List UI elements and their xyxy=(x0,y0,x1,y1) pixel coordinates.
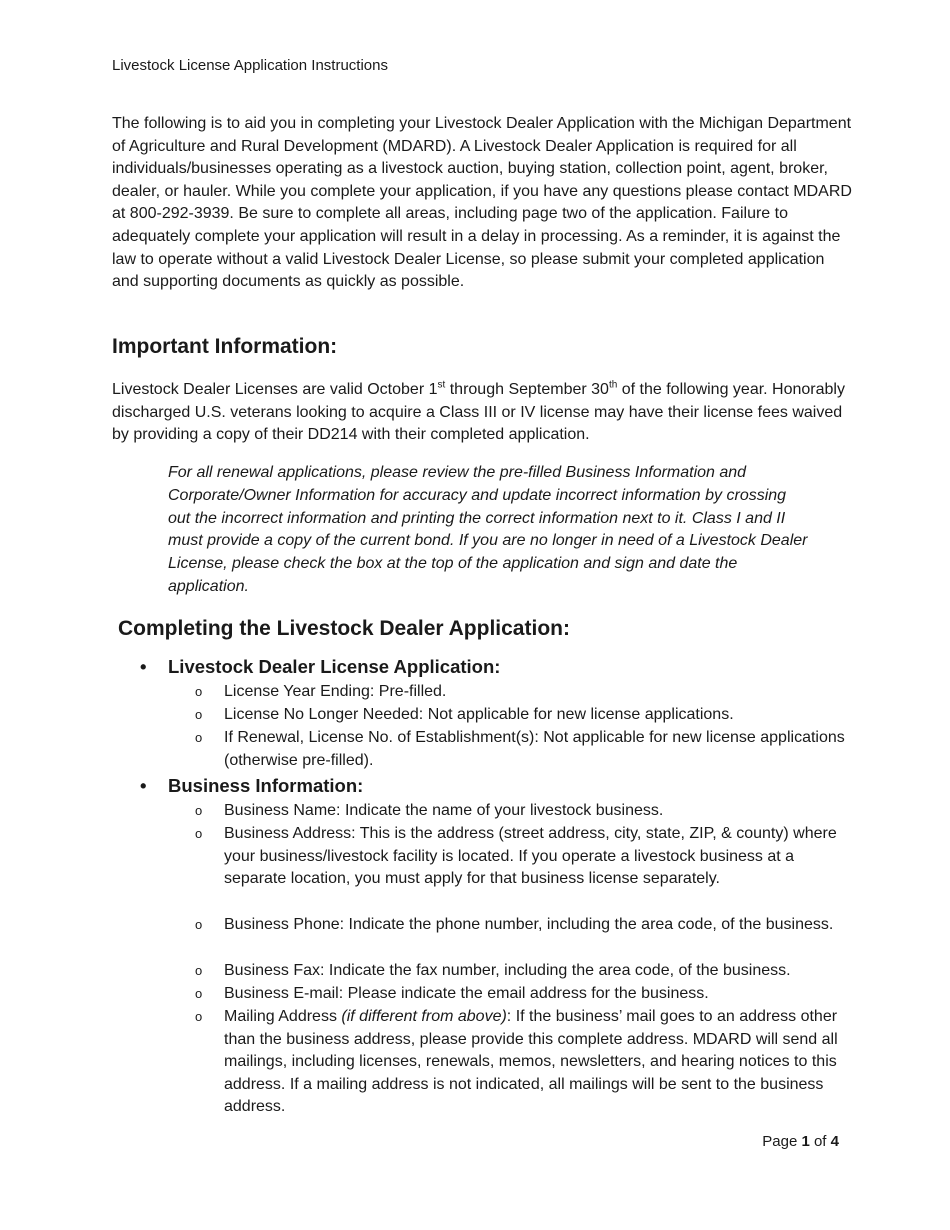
sub-bullet-marker: o xyxy=(195,803,203,818)
sub-bullet-marker: o xyxy=(195,707,203,722)
renewal-note: For all renewal applications, please review the pre-filled Business Information and Corporate/Owner Information for accuracy and update incorrect information by crossing out the incorrect information and printing the correct information next to it. Class I and II must provide a copy of the current bond. If you are no longer in need of a Livestock Dealer License, please check the box at the top of the application and sign and date the application. xyxy=(168,464,808,595)
sub-bullet-marker: o xyxy=(195,1009,203,1024)
validity-paragraph: Livestock Dealer Licenses are valid October 1st through September 30th of the following year. Honorably discharged U.S. veterans looking to acquire a Class III or IV license may have their license fees waived by providing a copy of their DD214 with their completed application. xyxy=(112,379,845,444)
bullet-marker: • xyxy=(140,775,147,796)
list-item: o Business Fax: Indicate the fax number, including the area code, of the business. xyxy=(195,960,845,983)
section-business-information: • Business Information: xyxy=(140,775,364,796)
section-license-application: • Livestock Dealer License Application: xyxy=(140,656,501,677)
list-item: o License No Longer Needed: Not applicable for new license applications. xyxy=(195,704,845,727)
sub-bullet-marker: o xyxy=(195,986,203,1001)
list-item: o Business Phone: Indicate the phone number, including the area code, of the business. xyxy=(195,914,845,937)
sub-bullet-marker: o xyxy=(195,917,203,932)
bullet-marker: • xyxy=(140,656,147,677)
sub-bullet-marker: o xyxy=(195,730,203,745)
intro-paragraph: The following is to aid you in completing your Livestock Dealer Application with the Michigan Department of Agriculture and Rural Development (MDARD). A Livestock Dealer Application is required for all individuals/businesses operating as a livestock auction, buying station, collection point, agent, broker, dealer, or hauler. While you complete your application, if you have any questions please contact MDARD at 800-292-3939. Be sure to complete all areas, including page two of the application. Failure to adequately complete your application will result in a delay in processing. As a reminder, it is against the law to operate without a valid Livestock Dealer License, so please submit your completed application and supporting documents as quickly as possible. xyxy=(112,115,852,291)
list-item: o Business Name: Indicate the name of your livestock business. xyxy=(195,800,845,823)
page-number: Page 1 of 4 xyxy=(762,1133,839,1150)
list-item: o If Renewal, License No. of Establishment(s): Not applicable for new license applications (otherwise pre-filled). xyxy=(195,729,845,769)
list-item: o Business E-mail: Please indicate the email address for the business. xyxy=(195,983,845,1006)
completing-heading: Completing the Livestock Dealer Application: xyxy=(118,617,570,640)
sub-bullet-marker: o xyxy=(195,826,203,841)
page-header: Livestock License Application Instructions xyxy=(112,57,388,74)
important-heading: Important Information: xyxy=(112,335,338,358)
list-item: o Business Address: This is the address (street address, city, state, ZIP, & county) where your business/livestock facility is located. If you operate a livestock business at a separate location, you must apply for that business license separately. xyxy=(195,825,837,888)
list-item: o Mailing Address (if different from above): If the business’ mail goes to an address other than the business address, please provide this complete address. MDARD will send all mailings, including licenses, renewals, memos, newsletters, and hearing notices to this address. If a mailing address is not indicated, all mailings will be sent to the business address. xyxy=(195,1008,838,1116)
sub-bullet-marker: o xyxy=(195,963,203,978)
sub-bullet-marker: o xyxy=(195,684,203,699)
list-item: o License Year Ending: Pre-filled. xyxy=(195,681,845,704)
